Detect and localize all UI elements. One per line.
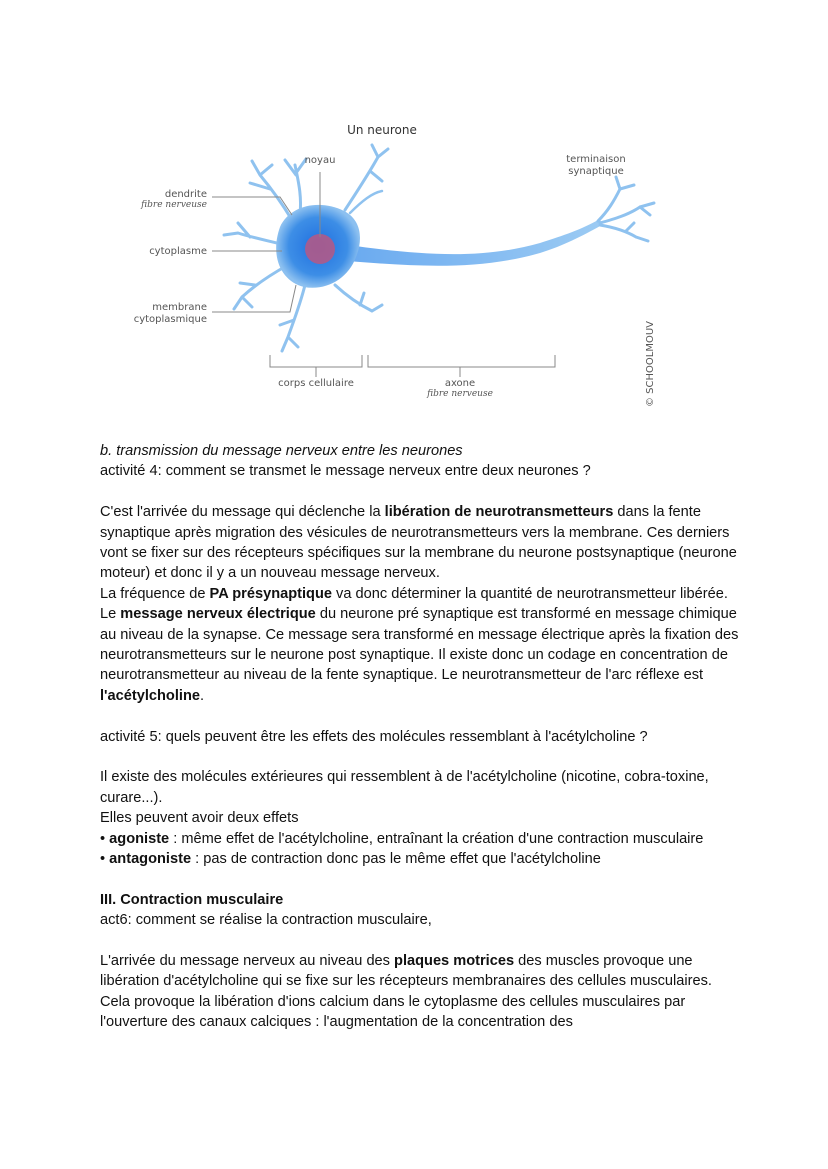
document-text xyxy=(100,441,740,1033)
nucleus xyxy=(305,234,335,264)
watermark: © SCHOOLMOUV xyxy=(645,320,656,407)
synaptic-terminals xyxy=(598,177,654,241)
label-cytoplasme: cytoplasme xyxy=(149,246,207,257)
label-synaptique: synaptique xyxy=(568,166,624,177)
neuron-diagram xyxy=(120,115,680,415)
membrane-line xyxy=(212,285,296,312)
corps-bracket xyxy=(270,355,362,377)
paragraph-message: Le message nerveux électrique du neurone pré synaptique est transformé en message chimique au niveau de la synapse. Ce message sera transformé en message électrique après la fixation des neurotransmetteurs sur le neurone post synaptique. Il existe donc un codage en concentration de neurotransmetteur au niveau de la fente synaptique. Le neurotransmetteur de l'arc réflexe est l'acétylcholine. xyxy=(100,606,739,704)
label-noyau: noyau xyxy=(304,155,336,166)
paragraph-liberation: C'est l'arrivée du message qui déclenche la libération de neurotransmetteurs dans la fente synaptique après migration des vésicules de neurotransmetteurs vers la membrane. Ces derniers vont se fixer sur des récepteurs spécifiques sur la membrane du neurone postsynaptique (neurone moteur) et donc il y a un nouveau message nerveux. xyxy=(100,504,737,582)
paragraph-molecules: Il existe des molécules extérieures qui ressemblent à de l'acétylcholine (nicotine, cobra-toxine, curare...). xyxy=(100,769,709,806)
label-axone-sub: fibre nerveuse xyxy=(427,389,493,399)
axone-bracket xyxy=(368,355,555,377)
list-item-agoniste: • agoniste : même effet de l'acétylcholine, entraînant la création d'une contraction musculaire xyxy=(100,830,704,847)
label-corps: corps cellulaire xyxy=(278,378,354,389)
activity-6: act6: comment se réalise la contraction musculaire, xyxy=(100,912,432,929)
label-dendrite: dendrite xyxy=(164,189,207,200)
section-b-heading: b. transmission du message nerveux entre les neurones xyxy=(100,443,463,459)
label-axone: axone xyxy=(444,378,476,389)
paragraph-effets: Elles peuvent avoir deux effets xyxy=(100,810,299,827)
activity-5: activité 5: quels peuvent être les effets des molécules ressemblant à l'acétylcholine ? xyxy=(100,728,648,745)
label-cytoplasmique: cytoplasmique xyxy=(133,314,207,325)
figure-title: Un neurone xyxy=(347,123,417,137)
list-item-antagoniste: • antagoniste : pas de contraction donc pas le même effet que l'acétylcholine xyxy=(100,851,601,868)
paragraph-plaques: L'arrivée du message nerveux au niveau des plaques motrices des muscles provoque une libération d'acétylcholine qui se fixe sur les récepteurs membranaires des cellules musculaires. Cela provoque la libération d'ions calcium dans le cytoplasme des cellules musculaires par l'ouverture des canaux calciques : l'augmentation de la concentration des xyxy=(100,953,712,1031)
axon xyxy=(348,219,602,266)
section-iii-heading: III. Contraction musculaire xyxy=(100,891,284,908)
label-membrane: membrane xyxy=(152,302,207,313)
neuron-figure xyxy=(120,115,680,415)
label-dendrite-sub: fibre nerveuse xyxy=(141,200,207,210)
paragraph-frequence: La fréquence de PA présynaptique va donc déterminer la quantité de neurotransmetteur libérée. xyxy=(100,585,728,602)
label-terminaison: terminaison xyxy=(566,154,626,165)
activity-4: activité 4: comment se transmet le message nerveux entre deux neurones ? xyxy=(100,463,591,480)
